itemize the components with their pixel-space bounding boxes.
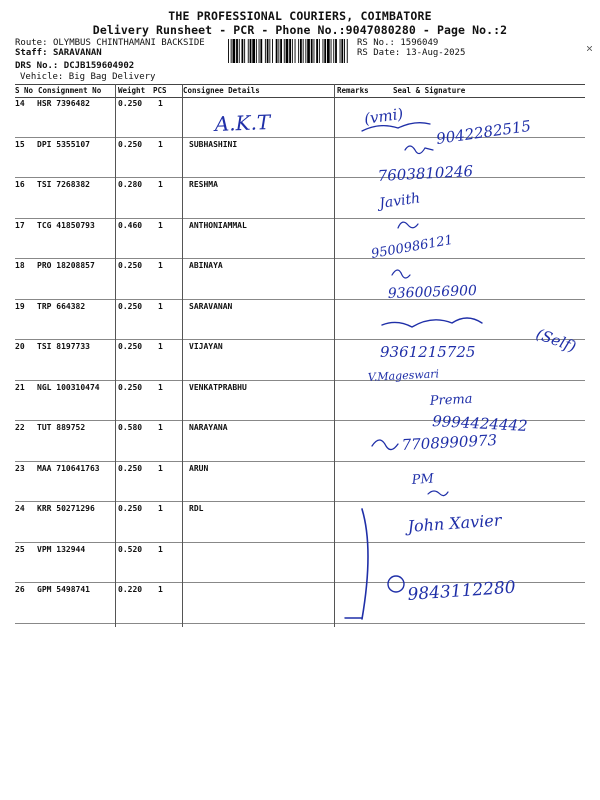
row-pcs: 1 (158, 99, 163, 108)
barcode-bar (327, 39, 330, 63)
barcode-bar (323, 39, 324, 63)
row-consignment: TUT 889752 (37, 423, 86, 432)
rs-no-line (357, 38, 438, 48)
row-consignee: SUBHASHINI (189, 139, 238, 149)
row-consignment: TSI 7268382 (37, 180, 90, 189)
barcode-bar (233, 39, 236, 63)
barcode-bar (244, 39, 245, 63)
row-pcs: 1 (158, 220, 163, 230)
row-pcs: 1 (158, 585, 163, 594)
row-sno: 24 (15, 504, 25, 513)
row-consignee: RESHMA (189, 180, 218, 189)
barcode-bar (236, 39, 238, 63)
barcode-bar (272, 39, 273, 63)
row-consignment: KRR 50271296 (37, 504, 95, 513)
route-value: OLYMBUS CHINTHAMANI BACKSIDE (52, 38, 205, 48)
barcode-bar (276, 39, 278, 63)
row-sno: 20 (15, 342, 25, 351)
barcode-bar (260, 39, 262, 63)
row-weight: 0.250 (118, 463, 143, 473)
vehicle-value: Big Bag Delivery (68, 72, 156, 82)
barcode-bar (335, 39, 337, 63)
row-consignee: VIJAYAN (189, 342, 223, 351)
col-divider (115, 84, 116, 627)
row-sno: 23 (15, 463, 25, 473)
row-weight: 0.250 (118, 382, 143, 392)
row-pcs: 1 (158, 180, 163, 189)
barcode-bar (307, 39, 310, 63)
row-pcs: 1 (158, 139, 163, 149)
barcode-bar (295, 39, 296, 63)
barcode-bar (250, 39, 252, 63)
rs-date-line (357, 48, 465, 58)
handwritten-phone: 9994424442 (431, 412, 529, 435)
col-consignment: Consignment No (38, 86, 102, 95)
handwritten-phone: 7603810246 (377, 162, 474, 185)
barcode-bar (333, 39, 334, 63)
barcode-bar (256, 39, 257, 63)
table-row (15, 461, 585, 503)
row-consignment: TCG 41850793 (37, 220, 95, 230)
barcode-bar (314, 39, 315, 63)
barcode-bar (269, 39, 270, 63)
row-sno: 16 (15, 180, 25, 189)
row-consignment: DPI 5355107 (37, 139, 90, 149)
barcode-bar (340, 39, 341, 63)
barcode-bar (305, 39, 306, 63)
barcode-bar (331, 39, 332, 63)
row-consignee: ARUN (189, 463, 209, 473)
staff-value: SARAVANAN (52, 48, 102, 58)
barcode-bar (311, 39, 313, 63)
barcode-bar (286, 39, 289, 63)
row-weight: 0.520 (118, 544, 143, 554)
table-row (15, 420, 585, 462)
row-pcs: 1 (158, 261, 163, 270)
handwritten-name: Prema (429, 391, 473, 409)
col-weight: Weight (118, 86, 146, 95)
row-pcs: 1 (158, 301, 163, 311)
rs-date-label: RS Date: (357, 48, 401, 58)
handwritten-phone: 9500986121 (370, 232, 455, 262)
barcode-bar (347, 39, 348, 63)
staff-label: Staff: (15, 48, 48, 58)
drs-barcode (228, 39, 350, 63)
barcode-bar (324, 39, 326, 63)
rs-date-value: 13-Aug-2025 (405, 48, 466, 58)
company-title: THE PROFESSIONAL COURIERS, COIMBATORE (168, 9, 432, 23)
row-sno: 15 (15, 139, 25, 149)
handwritten-phone: 9360056900 (387, 282, 478, 302)
runsheet-subtitle: Delivery Runsheet - PCR - Phone No.:9047080280 - Page No.:2 (92, 23, 508, 37)
rs-no-value: 1596049 (400, 38, 439, 48)
barcode-bar (267, 39, 269, 63)
row-consignment: HSR 7396482 (37, 99, 90, 108)
handwritten-consignee: A.K.T (214, 110, 271, 136)
row-weight: 0.250 (118, 139, 143, 149)
barcode-bar (239, 39, 240, 63)
row-consignment: MAA 710641763 (37, 463, 100, 473)
table-row (15, 501, 585, 543)
barcode-bar (278, 39, 279, 63)
handwritten-name: V.Mageswari (367, 367, 440, 384)
route-line (15, 38, 205, 48)
row-weight: 0.250 (118, 342, 143, 351)
barcode-bar (284, 39, 285, 63)
col-divider (334, 84, 335, 627)
row-sno: 25 (15, 544, 25, 554)
barcode-bar (252, 39, 255, 63)
col-remarks: Remarks (337, 86, 369, 95)
barcode-bar (280, 39, 282, 63)
barcode-bar (303, 39, 304, 63)
row-sno: 26 (15, 585, 25, 594)
staff-line (15, 48, 102, 58)
row-weight: 0.280 (118, 180, 143, 189)
row-consignee: VENKATPRABHU (189, 382, 247, 392)
col-signature: Seal & Signature (393, 86, 466, 95)
row-consignment: VPM 132944 (37, 544, 86, 554)
row-consignment: GPM 5498741 (37, 585, 90, 594)
table-row (15, 258, 585, 300)
table-row (15, 218, 585, 260)
handwritten-phone: 9361215725 (380, 343, 476, 361)
row-pcs: 1 (158, 544, 163, 554)
row-sno: 21 (15, 382, 25, 392)
row-pcs: 1 (158, 504, 163, 513)
row-consignee: NARAYANA (189, 423, 228, 432)
barcode-bar (300, 39, 302, 63)
vehicle-line (20, 72, 155, 82)
corner-mark (587, 46, 592, 51)
barcode-bar (319, 39, 320, 63)
barcode-bar (341, 39, 343, 63)
barcode-bar (242, 39, 244, 63)
handwritten-mark: PM (411, 471, 435, 488)
row-consignee: ANTHONIAMMAL (189, 220, 247, 230)
row-pcs: 1 (158, 382, 163, 392)
handwritten-signature: (vmi) (363, 104, 405, 128)
handwritten-phone: 9843112280 (406, 577, 517, 605)
table-row (15, 96, 585, 138)
row-consignment: PRO 18208857 (37, 261, 95, 270)
drs-label: DRS No.: (15, 61, 59, 71)
table-row (15, 339, 585, 381)
barcode-bar (265, 39, 266, 63)
table-row (15, 380, 585, 422)
rs-no-label: RS No.: (357, 38, 395, 48)
table-row (15, 299, 585, 341)
barcode-bar (259, 39, 260, 63)
row-consignment: TRP 664382 (37, 301, 86, 311)
handwritten-phone: 9042282515 (435, 116, 533, 148)
row-sno: 19 (15, 301, 25, 311)
handwritten-name: John Xavier (406, 510, 503, 536)
row-sno: 14 (15, 99, 25, 108)
row-consignee: RDL (189, 504, 204, 513)
drs-line (15, 61, 134, 71)
barcode-bar (344, 39, 345, 63)
row-consignment: NGL 100310474 (37, 382, 100, 392)
barcode-bar (316, 39, 318, 63)
barcode-bar (248, 39, 249, 63)
barcode-bar (298, 39, 299, 63)
row-pcs: 1 (158, 463, 163, 473)
barcode-bar (292, 39, 293, 63)
col-pcs: PCS (153, 86, 167, 95)
barcode-bar (289, 39, 291, 63)
row-sno: 18 (15, 261, 25, 270)
row-sno: 17 (15, 220, 25, 230)
row-consignee: SARAVANAN (189, 301, 233, 311)
route-label: Route: (15, 38, 48, 48)
handwritten-text: (Self) (533, 324, 579, 356)
row-weight: 0.250 (118, 301, 143, 311)
vehicle-label: Vehicle: (20, 72, 64, 82)
col-sno: S No (15, 86, 34, 95)
handwritten-name: Javith (378, 190, 422, 212)
row-sno: 22 (15, 423, 25, 432)
row-weight: 0.580 (118, 423, 143, 432)
handwritten-phone: 7708990973 (401, 431, 498, 454)
row-consignment: TSI 8197733 (37, 342, 90, 351)
table-row (15, 137, 585, 179)
barcode-bar (228, 39, 229, 63)
row-consignee: ABINAYA (189, 261, 223, 270)
table-row (15, 177, 585, 219)
row-weight: 0.250 (118, 99, 143, 108)
barcode-bar (231, 39, 232, 63)
row-weight: 0.250 (118, 261, 143, 270)
row-weight: 0.220 (118, 585, 143, 594)
drs-value: DCJB159604902 (63, 61, 135, 71)
row-pcs: 1 (158, 342, 163, 351)
row-pcs: 1 (158, 423, 163, 432)
col-consignee: Consignee Details (183, 86, 260, 95)
table-row (15, 582, 585, 624)
table-row (15, 542, 585, 584)
row-weight: 0.250 (118, 504, 143, 513)
row-weight: 0.460 (118, 220, 143, 230)
col-divider (182, 84, 183, 627)
